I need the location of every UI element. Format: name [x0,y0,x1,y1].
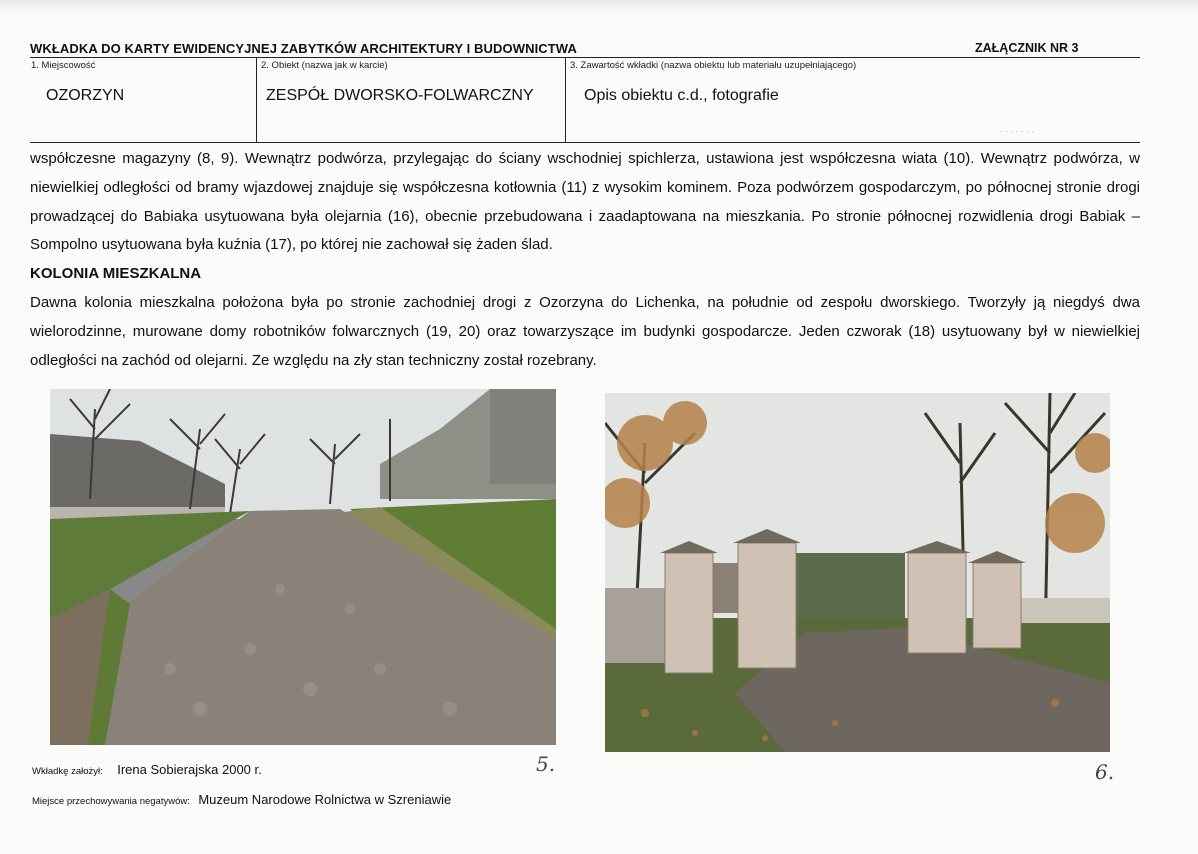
document-title: WKŁADKA DO KARTY EWIDENCYJNEJ ZABYTKÓW ARCHITEKTURY I BUDOWNICTWA [30,41,577,56]
scan-edge [0,0,1198,14]
field-value-locality: OZORZYN [46,87,125,104]
description-paragraph-1: współczesne magazyny (8, 9). Wewnątrz podwórza, przylegając do ściany wschodniej spichlerza, ustawiona jest współczesna wiata (10). Wewnątrz podwórza, w niewielkiej odległości od bramy wjazdowej znajduje się współczesna kotłownia (11) z wysokim kominem. Poza podwórzem gospodarczym, po północnej stronie drogi prowadzącej do Babiaka usytuowana była olejarnia (16), obecnie przebudowana i zaadaptowana na mieszkania. Po stronie północnej rozwidlenia drogi Babiak – Sompolno usytuowana była kuźnia (17), po której nie zachował się żaden ślad. [30,150,1140,254]
author-label: Wkładkę założył: [32,766,103,777]
field-divider-1 [256,58,257,142]
section-heading: KOLONIA MIESZKALNA [30,265,202,283]
photo-number-6: 6. [1095,760,1115,784]
field-label-locality: 1. Miejscowość [31,60,96,71]
annex-number: ZAŁĄCZNIK NR 3 [975,41,1079,55]
fields-rule [30,142,1140,143]
field-value-contents: Opis obiektu c.d., fotografie [584,87,779,104]
header-rule [30,57,1140,58]
photo-gate-pillars [605,393,1110,752]
field-label-contents: 3. Zawartość wkładki (nazwa obiektu lub materiału uzupełniającego) [570,60,857,71]
footer-storage [32,791,451,809]
photo-cobblestone-road [50,389,556,745]
description-text [30,145,1140,375]
field-divider-2 [565,58,566,142]
photo-number-5: 5. [536,752,556,776]
footer-author [32,761,262,779]
scan-dots: ....... [1000,125,1037,134]
description-paragraph-2: Dawna kolonia mieszkalna położona była po stronie zachodniej drogi z Ozorzyna do Lichenka, na południe od zespołu dworskiego. Tworzyły ją niegdyś dwa wielorodzinne, murowane domy robotników folwarcznych (19, 20) oraz towarzyszące im budynki gospodarcze. Jeden czworak (18) usytuowany był w niewielkiej odległości na zachód od olejarni. Ze względu na zły stan techniczny został rozebrany. [30,293,1140,369]
storage-label: Miejsce przechowywania negatywów: [32,796,190,807]
field-value-object: ZESPÓŁ DWORSKO-FOLWARCZNY [266,87,534,104]
storage-value: Muzeum Narodowe Rolnictwa w Szreniawie [198,792,452,807]
author-value: Irena Sobierajska 2000 r. [117,762,262,777]
field-label-object: 2. Obiekt (nazwa jak w karcie) [261,60,388,71]
